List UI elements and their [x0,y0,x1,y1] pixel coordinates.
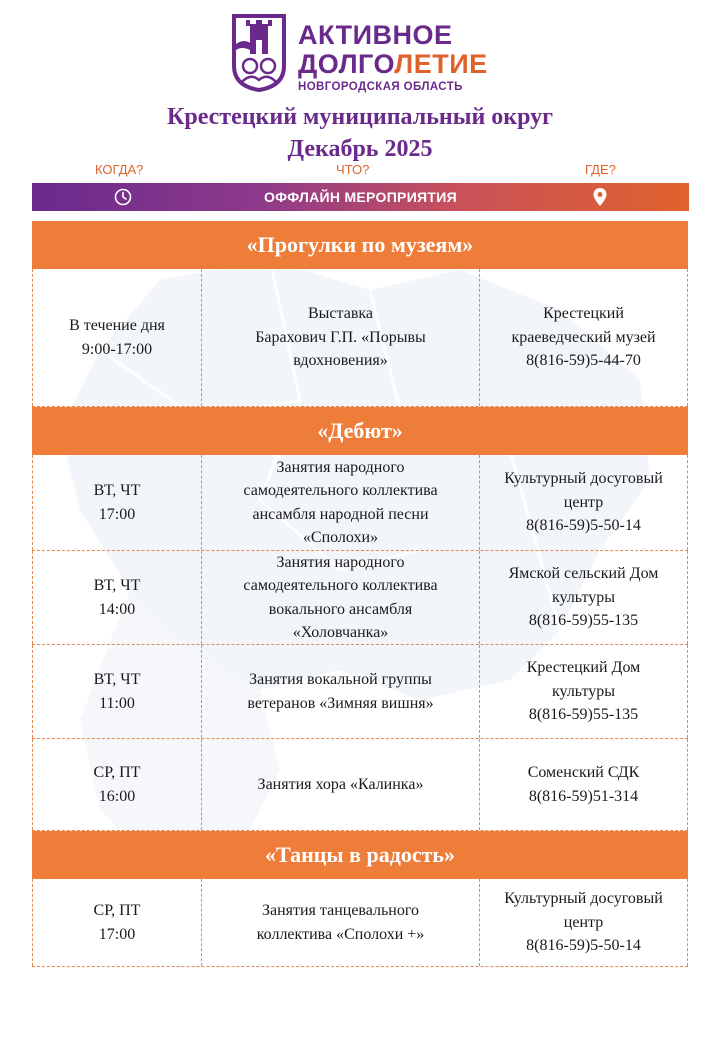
logo-line-2b: ЛЕТИЕ [394,49,488,79]
section-header: «Танцы в радость» [32,831,688,879]
event-description: Занятия народного самодеятельного коллектива вокального ансамбля «Холовчанка» [201,551,479,644]
event-time: СР, ПТ 17:00 [32,879,201,966]
event-location: Соменский СДК 8(816-59)51-314 [479,739,688,830]
event-description: Занятия вокальной группы ветеранов «Зимняя вишня» [201,645,479,738]
event-description: Занятия танцевального коллектива «Сполохи +» [201,879,479,966]
event-location: Ямской сельский Дом культуры 8(816-59)55-135 [479,551,688,644]
event-time: ВТ, ЧТ 11:00 [32,645,201,738]
event-row [32,645,688,739]
event-row [32,551,688,645]
event-description: Занятия народного самодеятельного коллектива ансамбля народной песни «Сполохи» [201,455,479,550]
event-location: Крестецкий Дом культуры 8(816-59)55-135 [479,645,688,738]
event-location: Крестецкий краеведческий музей 8(816-59)5-44-70 [479,269,688,406]
event-row [32,879,688,967]
bar-title: ОФФЛАЙН МЕРОПРИЯТИЯ [263,189,457,205]
district-title: Крестецкий муниципальный округ [166,104,554,130]
logo-line-1: АКТИВНОЕ [298,20,453,50]
logo [230,10,500,95]
section-header: «Прогулки по музеям» [32,221,688,269]
column-labels [0,162,720,180]
event-row [32,739,688,831]
logo-region: НОВГОРОДСКАЯ ОБЛАСТЬ [298,81,463,93]
where-label: ГДЕ? [585,162,616,177]
what-label: ЧТО? [336,162,370,177]
logo-line-2a: ДОЛГО [298,49,395,79]
event-location: Культурный досуговый центр 8(816-59)5-50-14 [479,455,688,550]
events-table [32,221,688,967]
month-title: Декабрь 2025 [287,136,433,162]
location-pin-icon [592,187,608,207]
event-time: СР, ПТ 16:00 [32,739,201,830]
active-longevity-logo-icon [230,10,288,92]
when-label: КОГДА? [95,162,144,177]
event-location: Культурный досуговый центр 8(816-59)5-50-14 [479,879,688,966]
event-time: ВТ, ЧТ 17:00 [32,455,201,550]
event-description: Выставка Барахович Г.П. «Порывы вдохновения» [201,269,479,406]
event-row [32,269,688,407]
event-row [32,455,688,551]
offline-events-bar [32,183,689,211]
section-header: «Дебют» [32,407,688,455]
event-description: Занятия хора «Калинка» [201,739,479,830]
event-time: ВТ, ЧТ 14:00 [32,551,201,644]
event-time: В течение дня 9:00-17:00 [32,269,201,406]
